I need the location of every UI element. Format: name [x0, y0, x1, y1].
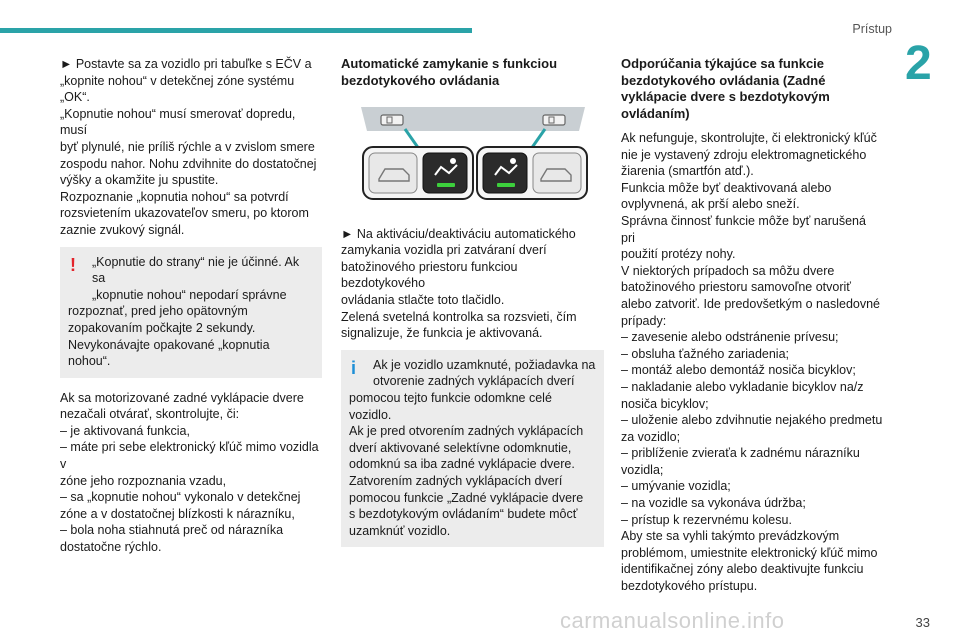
chapter-number: 2: [905, 37, 932, 90]
text-line: nosiča bicyklov;: [621, 396, 709, 411]
text-line: prípady:: [621, 313, 667, 328]
text-line: zóne jeho rozpoznania vzadu,: [60, 473, 227, 488]
text-line: zóne a v dostatočnej blízkosti k nárazníku,: [60, 506, 295, 521]
text-line: Aby ste sa vyhli takýmto prevádzkovým: [621, 529, 840, 544]
text-line: Funkcia môže byť deaktivovaná alebo: [621, 180, 832, 195]
trunk-button: [533, 153, 581, 193]
text-line: zopakovaním počkajte 2 sekundy.: [68, 320, 256, 335]
text-line: ► Na aktiváciu/deaktiváciu automatického: [341, 226, 576, 241]
text-line: ovplyvnená, ak prší alebo sneží.: [621, 197, 800, 212]
text-line: batožinového priestoru funkciou bezdotykového: [341, 259, 518, 291]
text-line: dostatočne rýchlo.: [60, 540, 162, 555]
text-line: žiarenia (smartfón atď.).: [621, 164, 754, 179]
recommendations-body: [621, 130, 883, 595]
text-line: uzamknúť vozidlo.: [349, 523, 451, 538]
text-line: rozpoznať, pred jeho opätovným: [68, 304, 248, 319]
auto-lock-heading: Automatické zamykanie s funkciou bezdotykového ovládania: [341, 56, 558, 88]
text-line: Zatvorením zadných vyklápacích dverí: [349, 473, 563, 488]
text-line: – priblíženie zvieraťa k zadnému nárazníku: [621, 446, 860, 461]
info-icon: i: [351, 357, 357, 378]
text-line: odomknú sa iba zadné vyklápacie dvere.: [349, 457, 575, 472]
text-line: zamykania vozidla pri zatváraní dverí: [341, 243, 547, 258]
text-line: signalizuje, že funkcia je aktivovaná.: [341, 326, 543, 341]
text-line: „Kopnutie do strany“ nie je účinné. Ak sa: [92, 254, 300, 286]
text-line: – je aktivovaná funkcia,: [60, 423, 190, 438]
text-line: V niektorých prípadoch sa môžu dvere: [621, 263, 835, 278]
text-line: – zavesenie alebo odstránenie prívesu;: [621, 330, 839, 345]
column-3: [621, 56, 883, 595]
troubleshooting-list: [60, 390, 322, 556]
text-line: rozsvietením ukazovateľov smeru, po ktorom: [60, 206, 309, 221]
text-line: výšky a okamžite ju spustite.: [60, 173, 219, 188]
text-line: nezačali otvárať, skontrolujte, či:: [60, 407, 240, 422]
text-line: zospodu nahor. Nohu zdvihnite do dostatočnej: [60, 156, 317, 171]
text-line: Ak je vozidlo uzamknuté, požiadavka na: [373, 357, 596, 372]
warning-note: [60, 247, 322, 378]
header-accent-bar: [0, 28, 472, 33]
watermark: carmanualsonline.info: [560, 608, 785, 633]
green-indicator-led: [497, 183, 515, 187]
auto-lock-instructions: [341, 226, 604, 342]
trunk-button: [369, 153, 417, 193]
text-line: – prístup k rezervnému kolesu.: [621, 512, 792, 527]
text-line: – obsluha ťažného zariadenia;: [621, 346, 790, 361]
info-note: [341, 350, 604, 548]
recommendations-heading: Odporúčania týkajúce sa funkcie bezdotykového ovládania (Zadné vyklápacie dvere s bezdotykovým ovládaním): [621, 56, 830, 121]
text-line: – máte pri sebe elektronický kľúč mimo vozidla v: [60, 440, 319, 472]
text-line: „kopnite nohou“ v detekčnej zóne systému „OK“.: [60, 73, 295, 105]
text-line: alebo zatvoriť. Ide predovšetkým o nasledovné: [621, 296, 881, 311]
tailgate-button-illustration: [353, 103, 593, 207]
text-line: – uloženie alebo zdvihnutie nejakého predmetu: [621, 413, 883, 428]
text-line: – nakladanie alebo vykladanie bicyklov na/z: [621, 379, 864, 394]
text-line: otvorenie zadných vyklápacích dverí: [373, 374, 575, 389]
text-line: – montáž alebo demontáž nosiča bicyklov;: [621, 363, 856, 378]
text-line: bezdotykového prístupu.: [621, 579, 758, 594]
warning-icon: !: [70, 254, 76, 275]
text-line: Ak sa motorizované zadné vyklápacie dvere: [60, 390, 304, 405]
text-line: identifikačnej zóny alebo deaktivujte funkciu: [621, 562, 864, 577]
text-line: s bezdotykovým ovládaním“ budete môcť: [349, 507, 578, 522]
column-1: [60, 56, 322, 556]
green-indicator-led: [437, 183, 455, 187]
text-line: za vozidlo;: [621, 429, 681, 444]
text-line: Nevykonávajte opakované „kopnutia nohou“.: [68, 337, 270, 369]
text-line: – sa „kopnutie nohou“ vykonalo v detekčnej: [60, 490, 301, 505]
text-line: – umývanie vozidla;: [621, 479, 731, 494]
text-line: pomocou tejto funkcie odomkne celé vozidlo.: [349, 390, 552, 422]
text-line: „Kopnutie nohou“ musí smerovať dopredu, musí: [60, 106, 296, 138]
text-line: Rozpoznanie „kopnutia nohou“ sa potvrdí: [60, 189, 289, 204]
text-line: ovládania stlačte toto tlačidlo.: [341, 292, 505, 307]
text-line: problémom, umiestnite elektronický kľúč mimo: [621, 545, 878, 560]
text-line: Správna činnosť funkcie môže byť narušená pri: [621, 213, 866, 245]
text-line: „kopnutie nohou“ nepodarí správne: [92, 287, 287, 302]
kick-instructions: [60, 56, 322, 239]
page-number: 33: [915, 615, 930, 630]
text-line: Zelená svetelná kontrolka sa rozsvieti, čím: [341, 309, 577, 324]
text-line: nie je vystavený zdroju elektromagnetického: [621, 147, 867, 162]
text-line: zaznie zvukový signál.: [60, 222, 185, 237]
column-2: [341, 56, 604, 547]
section-title: Prístup: [852, 22, 892, 36]
text-line: použití protézy nohy.: [621, 247, 736, 262]
text-line: ► Postavte sa za vozidlo pri tabuľke s EČV a: [60, 57, 312, 71]
text-line: – na vozidle sa vykonáva údržba;: [621, 496, 806, 511]
text-line: batožinového priestoru samovoľne otvoriť: [621, 280, 851, 295]
text-line: Ak je pred otvorením zadných vyklápacích: [349, 424, 584, 439]
text-line: byť plynulé, nie príliš rýchle a v zvislom smere: [60, 139, 315, 154]
text-line: dverí aktivované selektívne odomknutie,: [349, 440, 572, 455]
text-line: pomocou funkcie „Zadné vyklápacie dvere: [349, 490, 584, 505]
text-line: – bola noha stiahnutá preč od nárazníka: [60, 523, 284, 538]
text-line: vozidla;: [621, 462, 664, 477]
text-line: Ak nefunguje, skontrolujte, či elektronický kľúč: [621, 131, 877, 145]
